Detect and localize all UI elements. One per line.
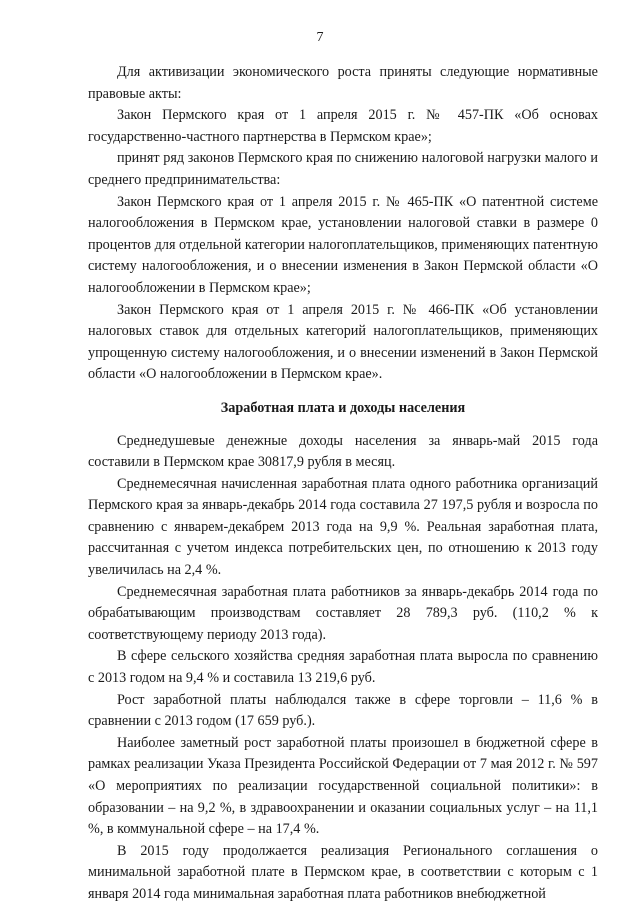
body-paragraph: Для активизации экономического роста приняты следующие нормативные правовые акты:: [88, 64, 598, 102]
body-paragraph: Закон Пермского края от 1 апреля 2015 г. № 457-ПК «Об основах государственно-частного партнерства в Пермском крае»;: [88, 107, 598, 145]
body-paragraph: Среднемесячная начисленная заработная плата одного работника организаций Пермского края за январь-декабрь 2014 года составила 27 197,5 рубля и возросла по сравнению с январем-декабрем 2013 года на 9,9 %. Реальная заработная плата, рассчитанная с учетом индекса потребительских цен, по отношению к 2013 году увеличилась на 2,4 %.: [88, 475, 598, 579]
body-paragraph: принят ряд законов Пермского края по снижению налоговой нагрузки малого и среднего предпринимательства:: [88, 150, 598, 188]
body-paragraph: Наиболее заметный рост заработной платы произошел в бюджетной сфере в рамках реализации Указа Президента Российской Федерации от 7 мая 2012 г. № 597 «О мероприятиях по реализации государственной социальной политики»: в образовании – на 9,2 %, в здравоохранении и оказании социальных услуг – на 11,1 %, в коммунальной сфере – на 17,4 %.: [88, 734, 598, 838]
body-paragraph: Среднедушевые денежные доходы населения за январь-май 2015 года составили в Пермском крае 30817,9 рубля в месяц.: [88, 432, 598, 471]
page-body: [88, 62, 598, 906]
body-paragraph: Закон Пермского края от 1 апреля 2015 г. № 466-ПК «Об установлении налоговых ставок для отдельных категорий налогоплательщиков, применяющих упрощенную систему налогообложения, и о внесении изменений в Закон Пермской области «О налогообложении в Пермском крае».: [88, 301, 598, 383]
body-paragraph: В 2015 году продолжается реализация Регионального соглашения о минимальной заработной плате в Пермском крае, в соответствии с которым с 1 января 2014 года минимальная заработная плата работников внебюджетной: [88, 842, 598, 902]
body-paragraph: Рост заработной платы наблюдался также в сфере торговли – 11,6 % в сравнении с 2013 годом (17 659 руб.).: [88, 691, 598, 730]
body-paragraph: Закон Пермского края от 1 апреля 2015 г. № 465-ПК «О патентной системе налогообложения в Пермском крае, установлении налоговой ставки в размере 0 процентов для отдельной категории налогоплательщиков, применяющих патентную систему налогообложения, и о внесении изменения в Закон Пермской области «О налогообложении в Пермском крае»;: [88, 193, 598, 296]
page-number: 7: [316, 30, 324, 45]
body-paragraph: Среднемесячная заработная плата работников за январь-декабрь 2014 года по обрабатывающим производствам составляет 28 789,3 руб. (110,2 % к соответствующему периоду 2013 года).: [88, 583, 598, 643]
section-heading: Заработная плата и доходы населения: [220, 399, 466, 416]
body-paragraph: В сфере сельского хозяйства средняя заработная плата выросла по сравнению с 2013 годом на 9,4 % и составила 13 219,6 руб.: [88, 648, 598, 687]
